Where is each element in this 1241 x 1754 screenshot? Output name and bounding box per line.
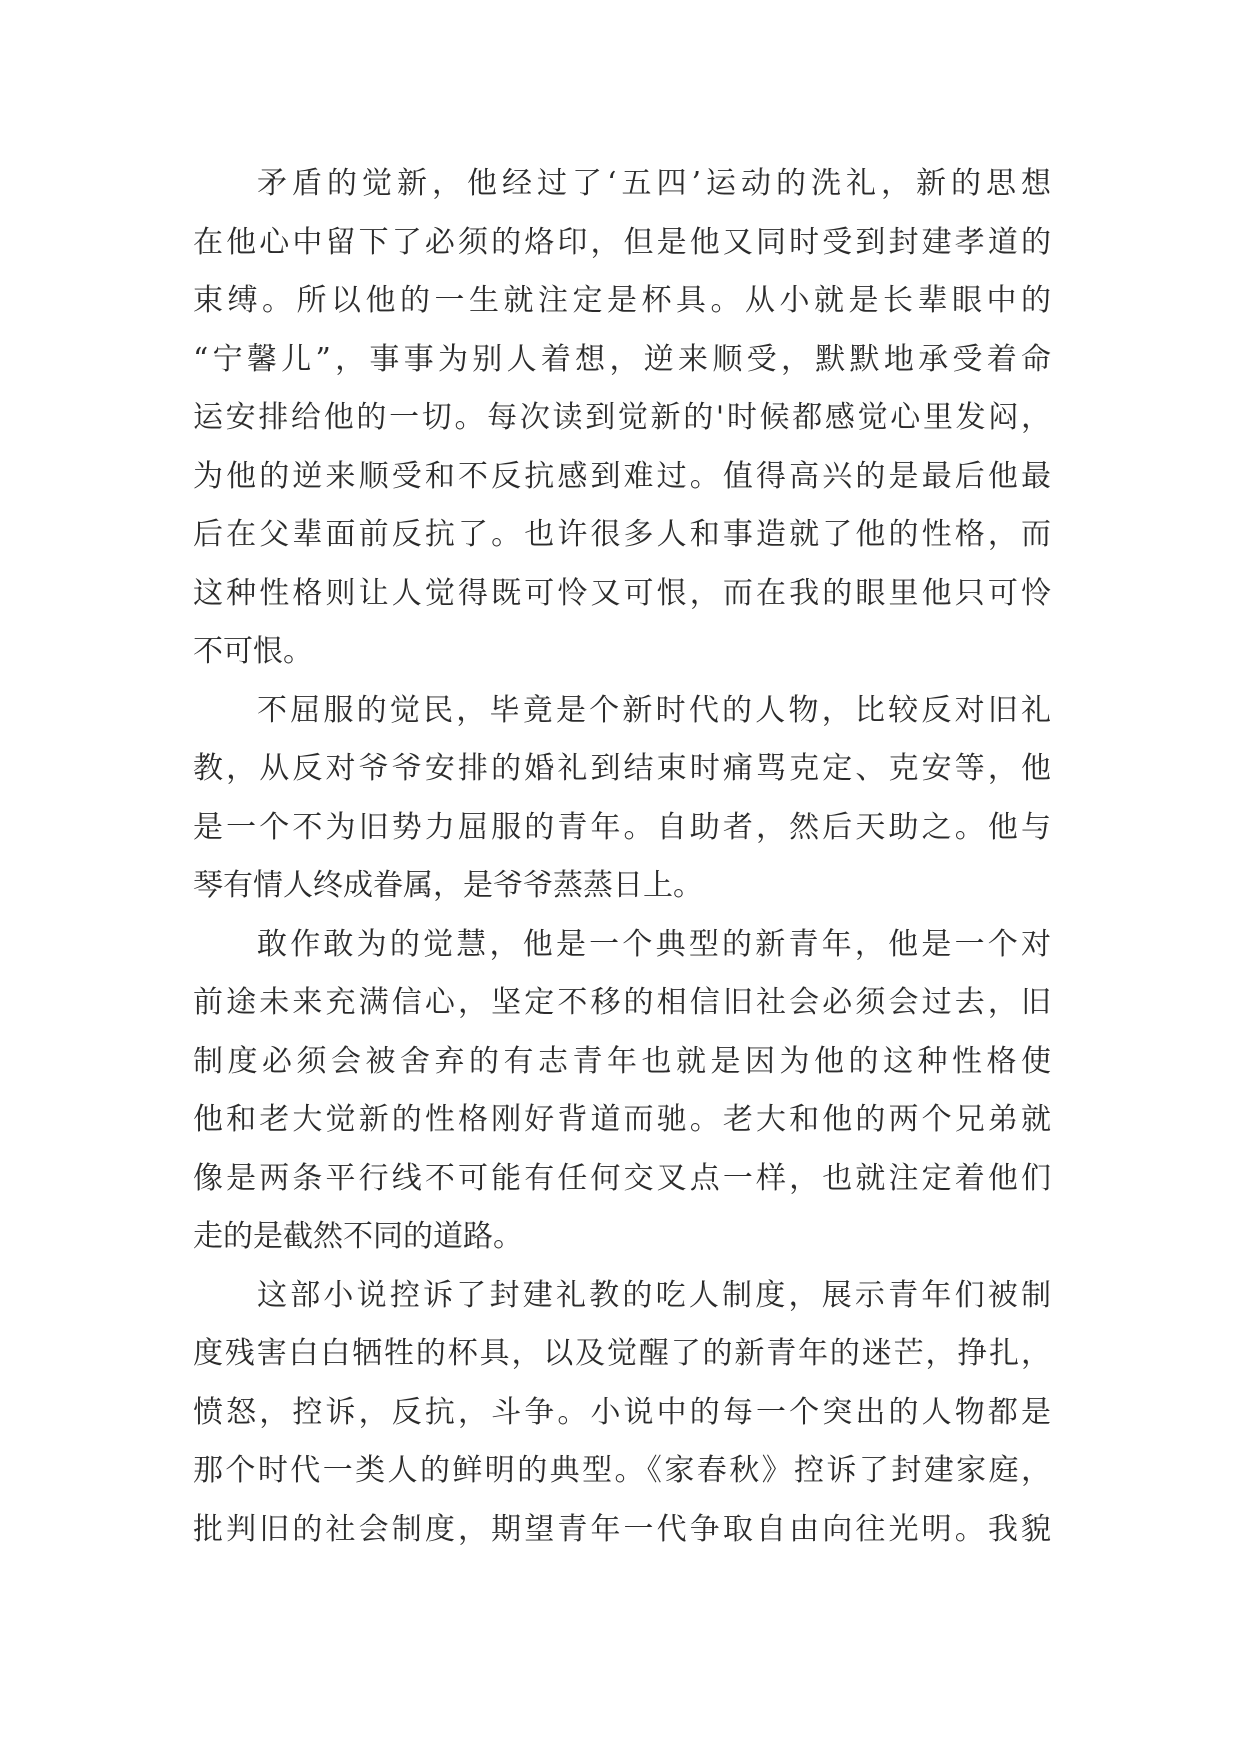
text-line: 像是两条平行线不可能有任何交叉点一样，也就注定着他们 (193, 1160, 1051, 1196)
text-line: 那个时代一类人的鲜明的典型。《家春秋》控诉了封建家庭， (193, 1453, 1051, 1488)
text-line: 束缚。所以他的一生就注定是杯具。从小就是长辈眼中的 (193, 283, 1051, 318)
text-line: 前途未来充满信心，坚定不移的相信旧社会必须会过去，旧 (193, 985, 1051, 1020)
text-line: 批判旧的社会制度，期望青年一代争取自由向往光明。我貌 (193, 1511, 1051, 1547)
text-line: 他和老大觉新的性格刚好背道而驰。老大和他的两个兄弟就 (193, 1102, 1051, 1137)
text-line: “宁馨儿”，事事为别人着想，逆来顺受，默默地承受着命 (193, 341, 1051, 377)
text-line: 后在父辈面前反抗了。也许很多人和事造就了他的性格，而 (193, 517, 1051, 552)
text-line: 在他心中留下了必须的烙印，但是他又同时受到封建孝道的 (193, 224, 1051, 260)
paragraph-summary (193, 1267, 1051, 1560)
text-line: 教，从反对爷爷安排的婚礼到结束时痛骂克定、克安等，他 (193, 751, 1051, 786)
text-line: 这部小说控诉了封建礼教的吃人制度，展示青年们被制 (257, 1277, 1051, 1313)
text-line: 制度必须会被舍弃的有志青年也就是因为他的这种性格使 (193, 1043, 1051, 1079)
paragraph-juemin (193, 682, 1051, 916)
text-line: 走的是截然不同的道路。 (193, 1219, 523, 1254)
text-line: 矛盾的觉新，他经过了‘五四’运动的洗礼，新的思想 (257, 166, 1051, 201)
paragraph-juexin (193, 155, 1051, 682)
text-line: 度残害白白牺牲的杯具，以及觉醒了的新青年的迷芒，挣扎， (193, 1336, 1051, 1371)
document-body (193, 155, 1051, 1559)
text-line: 琴有情人终成眷属，是爷爷蒸蒸日上。 (193, 868, 703, 903)
text-line: 这种性格则让人觉得既可怜又可恨，而在我的眼里他只可怜 (193, 575, 1051, 611)
text-line: 不屈服的觉民，毕竟是个新时代的人物，比较反对旧礼 (257, 692, 1051, 728)
text-line: 是一个不为旧势力屈服的青年。自助者，然后天助之。他与 (193, 809, 1051, 845)
text-line: 不可恨。 (193, 634, 313, 669)
text-line: 运安排给他的一切。每次读到觉新的'时候都感觉心里发闷， (193, 400, 1051, 435)
text-line: 敢作敢为的觉慧，他是一个典型的新青年，他是一个对 (257, 926, 1051, 962)
paragraph-juehui (193, 916, 1051, 1267)
text-line: 为他的逆来顺受和不反抗感到难过。值得高兴的是最后他最 (193, 458, 1051, 494)
text-line: 愤怒，控诉，反抗，斗争。小说中的每一个突出的人物都是 (193, 1394, 1051, 1430)
